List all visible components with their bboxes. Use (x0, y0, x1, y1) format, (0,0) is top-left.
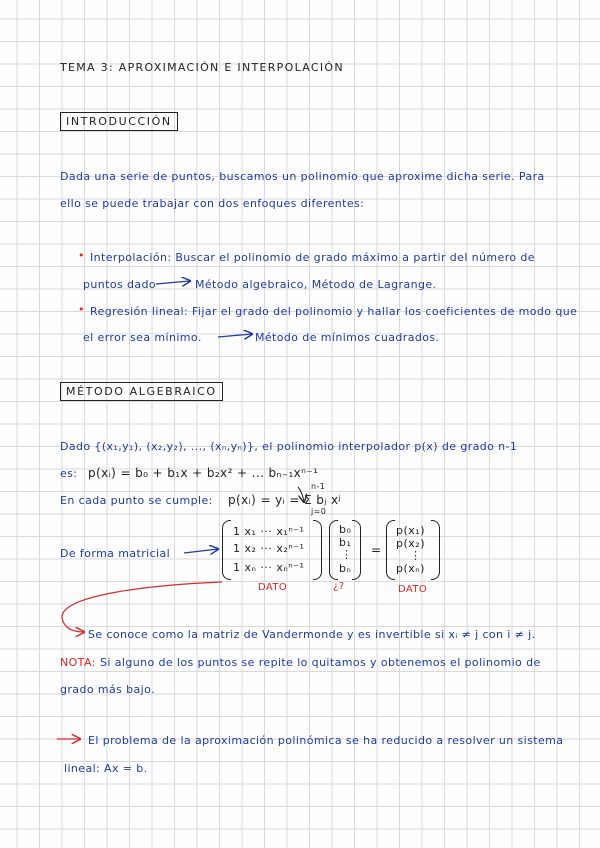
label-dato-2: DATO (398, 584, 428, 595)
bullet-1-dot: • (78, 249, 85, 262)
arrow-interpolacion (156, 281, 190, 284)
b-1: b₁ (339, 536, 352, 549)
problem-line-2: lineal: Ax = b. (64, 762, 148, 775)
intro-heading: INTRODUCCIÓN (60, 112, 178, 131)
p-n: p(xₙ) (396, 562, 425, 575)
matrix-label: De forma matricial (60, 547, 171, 560)
alg-line-3-label: En cada punto se cumple: (60, 494, 213, 507)
nota-label: NOTA: (60, 656, 96, 669)
nota-line-2: grado más bajo. (60, 683, 155, 696)
matrix-equals: = (371, 543, 382, 557)
bullet-1-line-1: Interpolación: Buscar el polinomio de grado máximo a partir del número de (90, 251, 535, 264)
problem-line-1: El problema de la aproximación polinómica se ha reducido a resolver un sistema (88, 734, 564, 747)
vandermonde-note: Se conoce como la matriz de Vandermonde y es invertible si xᵢ ≠ j con i ≠ j. (88, 628, 536, 641)
bullet-1-line-2b: Método algebraico, Método de Lagrange. (195, 278, 437, 291)
sum-lower-limit: j=0 (311, 507, 327, 516)
alg-line-3-formula: p(xᵢ) = yᵢ = Σ bⱼ xʲ (228, 493, 341, 507)
matrix-row-3: 1 xₙ ··· xₙⁿ⁻¹ (233, 561, 305, 574)
b-0: b₀ (339, 523, 352, 536)
bullet-2-dot: • (78, 303, 85, 316)
page-title: TEMA 3: APROXIMACIÓN E INTERPOLACIÓN (60, 61, 344, 74)
bullet-1-line-2a: puntos dado (83, 278, 157, 291)
bullet-2-line-2b: Método de mínimos cuadrados. (255, 331, 440, 344)
intro-line-2: ello se puede trabajar con dos enfoques diferentes: (60, 197, 365, 210)
bullet-2-line-1: Regresión lineal: Fijar el grado del polinomio y hallar los coeficientes de modo que (90, 305, 578, 318)
sum-upper-limit: n-1 (311, 482, 326, 491)
p-2: p(x₂) (396, 537, 425, 550)
p-dots: ⋮ (410, 549, 422, 562)
p-1: p(x₁) (396, 524, 425, 537)
alg-line-2-formula: p(xᵢ) = b₀ + b₁x + b₂x² + ... bₙ₋₁xⁿ⁻¹ (88, 466, 319, 480)
alg-line-1: Dado {(x₁,y₁), (x₂,y₂), ..., (xₙ,yₙ)}, el polinomio interpolador p(x) de grado n-1 (60, 440, 518, 453)
arrow-sum-down (298, 487, 304, 502)
arrow-vandermonde (62, 582, 222, 632)
b-dots: ⋮ (341, 548, 353, 561)
matrix-row-1: 1 x₁ ··· x₁ⁿ⁻¹ (233, 525, 305, 538)
matrix-row-2: 1 x₂ ··· x₂ⁿ⁻¹ (233, 542, 305, 555)
b-n: bₙ (339, 562, 352, 575)
algebraic-heading: MÉTODO ALGEBRAICO (60, 382, 223, 401)
label-dato-1: DATO (258, 582, 288, 593)
nota-line-1: Si alguno de los puntos se repite lo quitamos y obtenemos el polinomio de (100, 656, 541, 669)
bullet-2-line-2a: el error sea mínimo. (83, 331, 202, 344)
intro-line-1: Dada una serie de puntos, buscamos un polinomio que aproxime dicha serie. Para (60, 170, 545, 183)
arrow-matricial (184, 549, 218, 553)
alg-line-2-label: es: (60, 467, 78, 480)
label-unknown: ¿? (333, 581, 345, 592)
arrow-regresion (218, 334, 252, 337)
